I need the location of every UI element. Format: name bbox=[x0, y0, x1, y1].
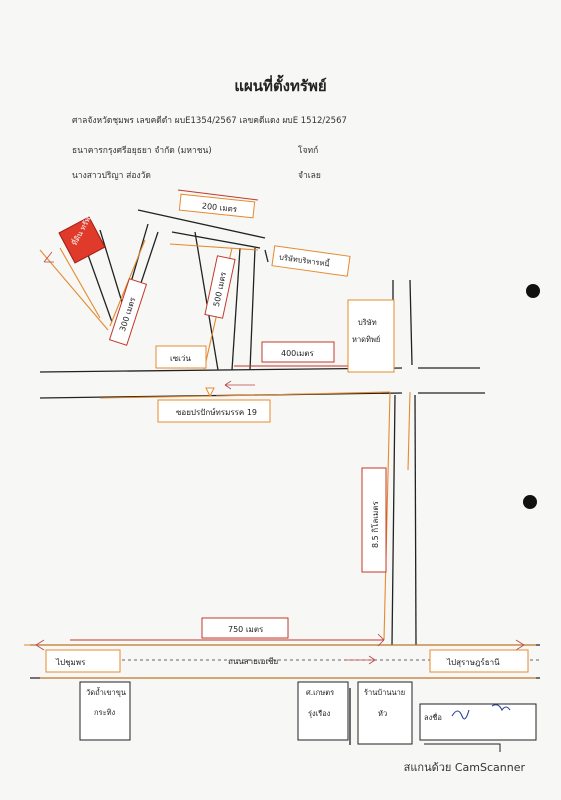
headman-shop-label-2: หัว bbox=[378, 709, 388, 718]
dist-200-label: 200 เมตร bbox=[201, 201, 238, 215]
dist-400-label: 400เมตร bbox=[281, 349, 314, 358]
company-label-1: บริษัท bbox=[358, 318, 377, 327]
headman-shop-label-1: ร้านบ้านนาย bbox=[364, 688, 406, 697]
signature-label: ลงชื่อ bbox=[424, 713, 442, 722]
dist-750-label: 750 เมตร bbox=[228, 625, 264, 634]
farm-shop-label-1: ศ.เกษตร bbox=[306, 688, 335, 697]
route-lines bbox=[24, 240, 536, 678]
company-mgmt-label: บริษัทบริหารหนี้ bbox=[278, 252, 331, 269]
company-label-2: หาดทิพย์ bbox=[352, 335, 381, 344]
seven-eleven-label: เซเว่น bbox=[170, 354, 191, 363]
signature-underline bbox=[424, 744, 500, 752]
property-text: ที่ดิน ทรัพย์ bbox=[69, 211, 95, 247]
farm-shop-label-2: รุ่งเรือง bbox=[308, 709, 331, 718]
to-chumphon-label: ไปชุมพร bbox=[56, 658, 86, 667]
defendant-name: นางสาวปริญา ส่องวัด bbox=[72, 171, 151, 181]
soi-label: ซอยปรปักษ์ทรมรรค 19 bbox=[176, 408, 258, 417]
plaintiff-name: ธนาคารกรุงศรีอยุธยา จำกัด (มหาชน) bbox=[72, 146, 212, 156]
page-title: แผนที่ตั้งทรัพย์ bbox=[234, 77, 327, 95]
temple-label-1: วัดถ้ำเขาขุน bbox=[86, 688, 126, 697]
dist-500-label: 500 เมตร bbox=[211, 271, 229, 308]
to-surat-label: ไปสุราษฎร์ธานี bbox=[447, 658, 500, 667]
dist-300-label: 300 เมตร bbox=[118, 296, 138, 333]
property-marker bbox=[59, 211, 105, 263]
defendant-role: จำเลย bbox=[298, 171, 321, 181]
temple-label-2: กระทิง bbox=[94, 708, 116, 717]
signature-box bbox=[420, 704, 536, 740]
soi-pointer bbox=[206, 388, 214, 396]
plaintiff-role: โจทก์ bbox=[298, 146, 319, 156]
dist-8km-label: 8.5 กิโลเมตร bbox=[371, 501, 380, 548]
road-name-label: ถนนสายเอเชีย bbox=[228, 657, 279, 666]
court-case-line: ศาลจังหวัดชุมพร เลขคดีดำ ผบE1354/2567 เลขคดีแดง ผบE 1512/2567 bbox=[72, 116, 347, 126]
scanner-watermark: สแกนด้วย CamScanner bbox=[403, 761, 525, 774]
